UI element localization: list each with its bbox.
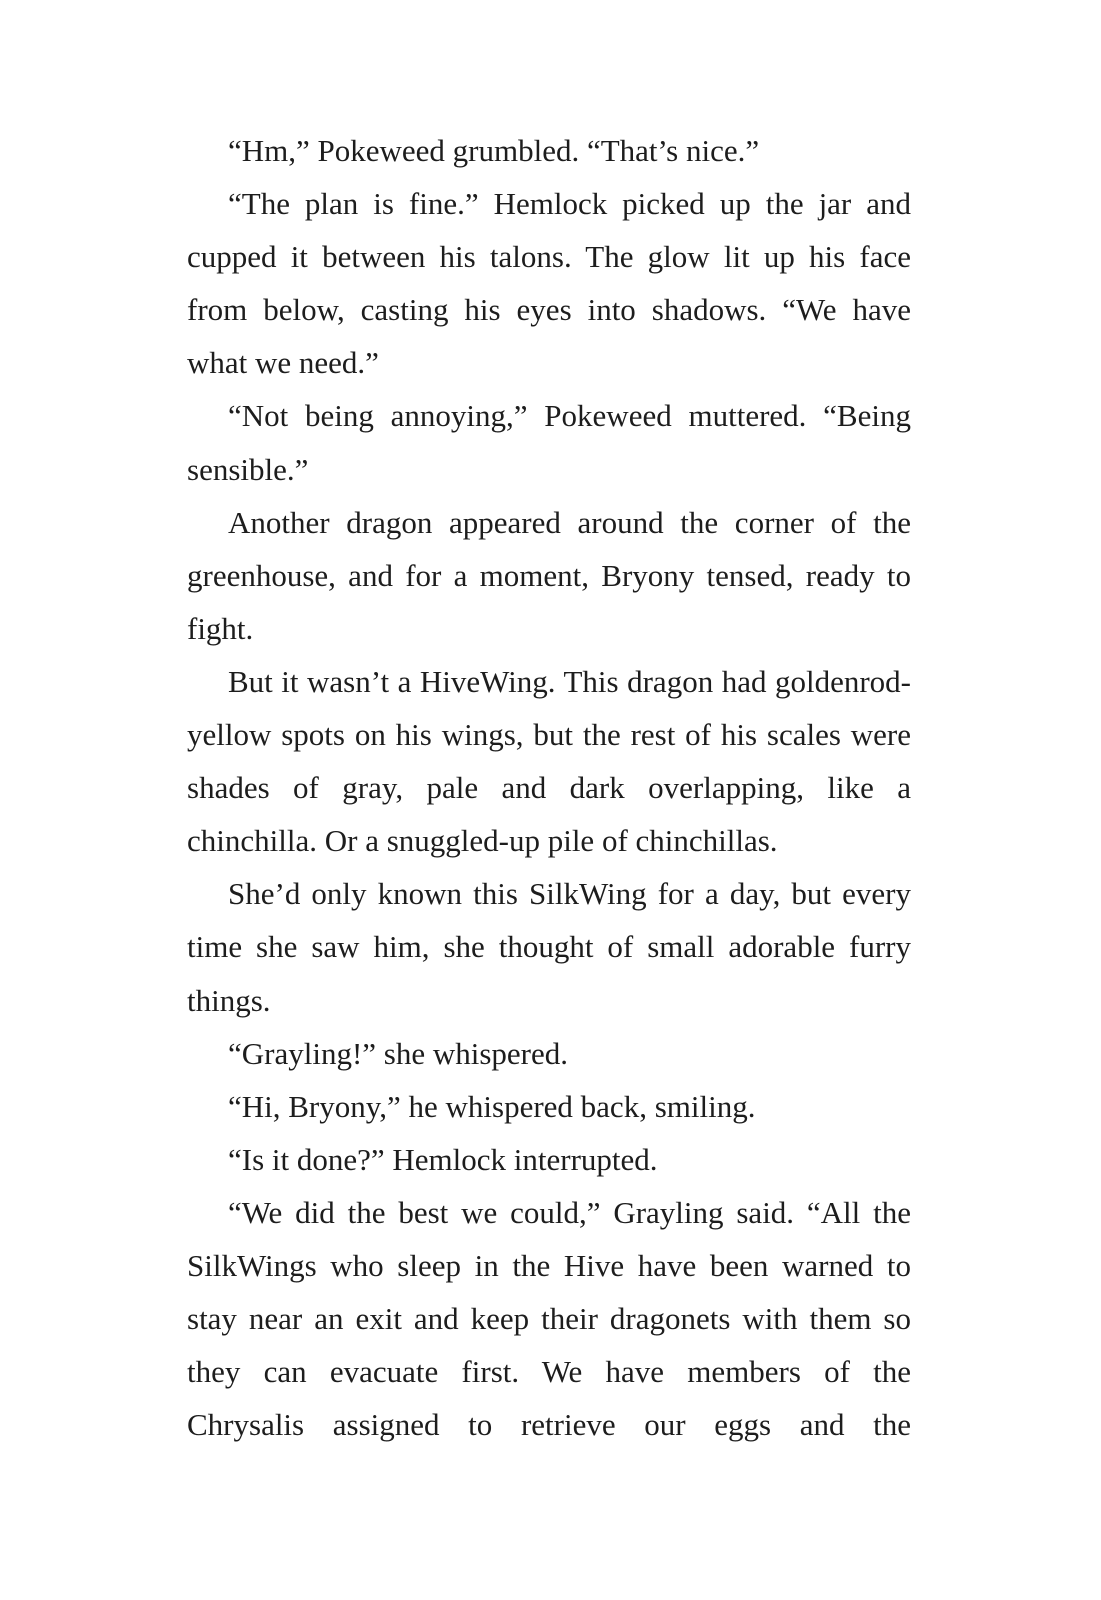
paragraph: “Hi, Bryony,” he whispered back, smiling. [228,1088,756,1124]
paragraph: “Hm,” Pokeweed grumbled. “That’s nice.” [228,133,760,168]
paragraph: But it wasn’t a HiveWing. This dragon had goldenrod-yellow spots on his wings, but the rest of his scales were shades of gray, pale and dark overlapping, like a chinchilla. Or a snuggled-up pile of chinchillas. [187,663,911,859]
body-text [187,124,911,1451]
paragraph: “We did the best we could,” Grayling said. “All the SilkWings who sleep in the Hive have been warned to stay near an exit and keep their dragonets with them so they can evacuate first. We have members of the Chrysalis assigned to retrieve our eggs and the [187,1194,911,1443]
paragraph: “The plan is fine.” Hemlock picked up the jar and cupped it between his talons. The glow lit up his face from below, casting his eyes into shadows. “We have what we need.” [187,186,911,381]
paragraph: “Grayling!” she whispered. [228,1035,569,1071]
paragraph: “Not being annoying,” Pokeweed muttered. “Being sensible.” [187,398,911,487]
paragraph: Another dragon appeared around the corner of the greenhouse, and for a moment, Bryony tensed, ready to fight. [187,504,911,646]
paragraph: She’d only known this SilkWing for a day, but every time she saw him, she thought of small adorable furry things. [187,876,911,1018]
paragraph: “Is it done?” Hemlock interrupted. [228,1141,658,1177]
